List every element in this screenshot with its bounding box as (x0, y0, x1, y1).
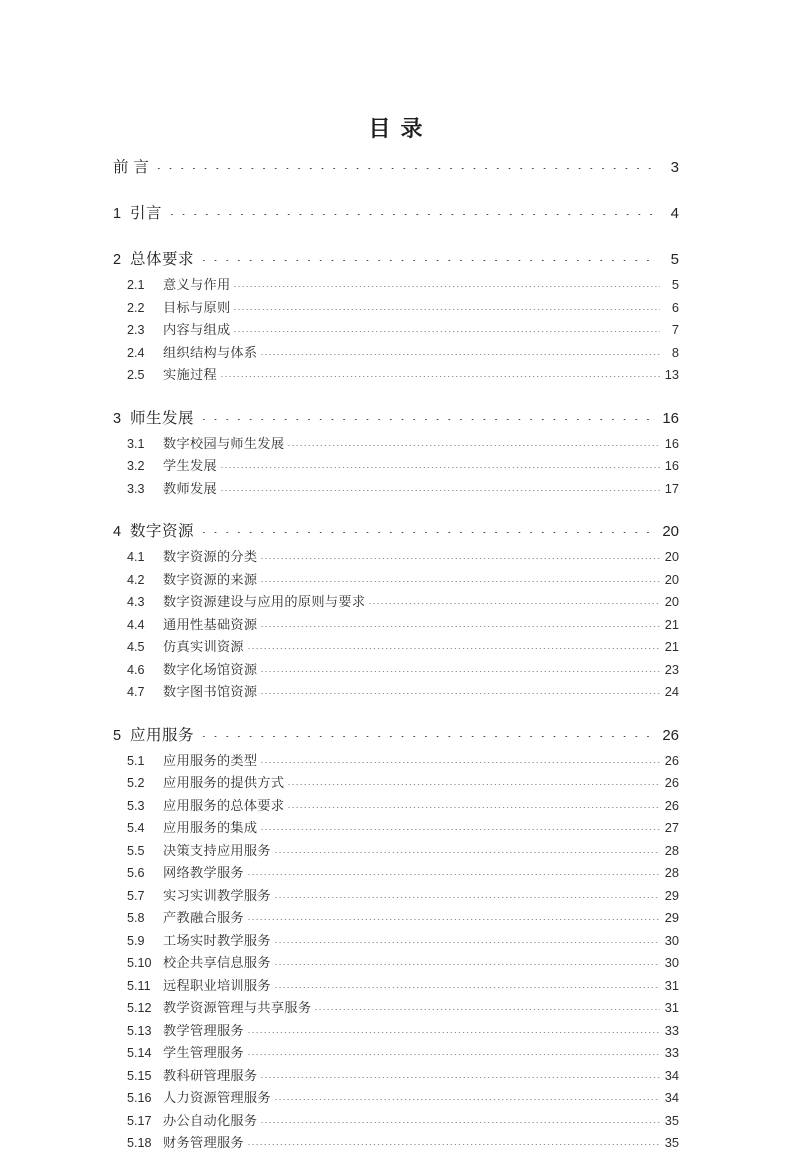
toc-entry-number: 4 (113, 524, 122, 540)
toc-entry-page-number: 33 (664, 1022, 679, 1038)
toc-entry-page-number: 35 (664, 1112, 679, 1128)
toc-entry-page-number: 7 (671, 322, 679, 337)
toc-entry[interactable] (113, 297, 679, 320)
toc-entry-page-number: 26 (664, 775, 679, 790)
toc-entry[interactable] (113, 862, 679, 885)
toc-entry[interactable] (113, 1087, 679, 1110)
toc-entry-page-number: 20 (664, 594, 679, 609)
toc-entry-label: 应用服务的提供方式 (163, 775, 285, 790)
toc-entry-number: 2.1 (127, 278, 145, 292)
toc-entry[interactable] (113, 817, 679, 840)
toc-entry-label: 校企共享信息服务 (163, 955, 271, 970)
dot-leader (260, 1077, 660, 1078)
toc-entry-number: 4.2 (127, 572, 145, 587)
toc-entry-label: 应用服务 (130, 726, 195, 744)
toc-entry-label: 产教融合服务 (163, 910, 244, 925)
toc-entry-number: 5.6 (127, 866, 145, 880)
toc-entry-number: 5.15 (127, 1068, 152, 1083)
toc-entry-number: 5.5 (127, 843, 145, 858)
toc-entry-number: 4.1 (127, 550, 145, 564)
toc-entry-label: 教师发展 (163, 480, 217, 496)
toc-entry-number: 5.2 (127, 776, 145, 790)
dot-leader (260, 354, 660, 355)
toc-entry-label: 意义与作用 (163, 277, 231, 292)
dot-leader (247, 1032, 660, 1033)
toc-entry-number: 5.14 (127, 1046, 152, 1060)
toc-entry-page-number: 20 (664, 571, 679, 587)
toc-entry-number: 5.1 (127, 753, 145, 768)
section-gap (113, 704, 679, 714)
toc-entry-page-number: 4 (670, 205, 679, 222)
toc-entry-page-number: 26 (664, 752, 679, 768)
toc-entry-label: 教学管理服务 (163, 1022, 244, 1038)
toc-entry-page-number: 28 (664, 865, 679, 880)
toc-entry[interactable] (113, 1020, 679, 1043)
toc-entry-page-number: 21 (664, 616, 679, 632)
dot-leader (274, 897, 660, 898)
toc-entry-page-number: 34 (664, 1067, 679, 1083)
toc-entry[interactable] (113, 433, 679, 456)
toc-entry[interactable] (113, 478, 679, 501)
toc-entry-label: 数字图书馆资源 (163, 684, 258, 699)
toc-entry-number: 5.18 (127, 1136, 152, 1150)
toc-entry-number: 4.6 (127, 662, 145, 677)
dot-leader (153, 168, 653, 169)
toc-entry-label: 教学资源管理与共享服务 (163, 1000, 312, 1015)
dot-leader (247, 919, 660, 920)
toc-entry[interactable] (113, 681, 679, 704)
toc-entry[interactable] (113, 723, 679, 750)
toc-entry-page-number: 34 (664, 1090, 679, 1105)
toc-entry[interactable] (113, 406, 679, 433)
toc-entry-page-number: 5 (671, 277, 679, 292)
toc-entry-number: 5.4 (127, 821, 145, 835)
dot-leader (260, 671, 660, 672)
toc-entry-page-number: 26 (664, 797, 679, 813)
section-gap (113, 228, 679, 238)
page-title: 目 录 (368, 116, 425, 141)
dot-leader (198, 532, 653, 533)
dot-leader (274, 1099, 660, 1100)
toc-entry-label: 实施过程 (163, 367, 217, 382)
section-gap (113, 387, 679, 397)
toc-entry-label: 内容与组成 (163, 322, 231, 337)
toc-entry-number: 5.17 (127, 1113, 152, 1128)
toc-entry-number: 5.3 (127, 798, 145, 813)
toc-entry-page-number: 13 (664, 367, 679, 382)
toc-entry-page-number: 8 (671, 344, 679, 360)
toc-entry[interactable] (113, 1110, 679, 1133)
toc-entry-label: 组织结构与体系 (163, 344, 258, 360)
toc-entry[interactable] (113, 1042, 679, 1065)
toc-entry-label: 数字校园与师生发展 (163, 435, 285, 451)
toc-entry[interactable] (113, 364, 679, 387)
toc-entry-number: 4.4 (127, 617, 145, 632)
toc-entry-number: 2 (113, 252, 122, 268)
toc-entry-label: 学生发展 (163, 458, 217, 473)
toc-entry-number: 2.5 (127, 368, 145, 382)
dot-leader (260, 581, 660, 582)
dot-leader (198, 736, 653, 737)
toc-entry-label: 财务管理服务 (163, 1135, 244, 1150)
toc-entry[interactable] (113, 659, 679, 682)
dot-leader (247, 1054, 660, 1055)
toc-entry-number: 4.7 (127, 685, 145, 699)
toc-entry[interactable] (113, 155, 679, 182)
toc-entry-page-number: 30 (664, 955, 679, 970)
dot-leader (233, 286, 660, 287)
dot-leader (233, 309, 660, 310)
toc-entry[interactable] (113, 1132, 679, 1155)
toc-entry-number: 3.1 (127, 436, 145, 451)
toc-entry-label: 前 言 (113, 159, 150, 176)
toc-entry[interactable] (113, 342, 679, 365)
dot-leader (247, 874, 660, 875)
toc-entry-page-number: 16 (664, 435, 679, 451)
toc-entry-page-number: 17 (664, 480, 679, 496)
toc-entry-number: 1 (113, 206, 122, 222)
toc-entry-page-number: 29 (664, 910, 679, 925)
dot-leader (198, 260, 653, 261)
toc-entry[interactable] (113, 907, 679, 930)
dot-leader (260, 762, 660, 763)
toc-entry-label: 数字资源的来源 (163, 571, 258, 587)
toc-entry-page-number: 6 (671, 299, 679, 315)
toc-entry-label: 数字资源的分类 (163, 549, 258, 564)
toc-entry-page-number: 20 (662, 523, 679, 540)
dot-leader (220, 467, 660, 468)
toc-entry-label: 人力资源管理服务 (163, 1090, 271, 1105)
toc-entry-number: 5.10 (127, 956, 152, 970)
toc-entry-label: 决策支持应用服务 (163, 842, 271, 858)
dot-leader (274, 852, 660, 853)
dot-leader (247, 648, 660, 649)
toc-entry-number: 3 (113, 410, 122, 427)
toc-entry[interactable] (113, 201, 679, 228)
dot-leader (233, 331, 660, 332)
toc-entry[interactable] (113, 546, 679, 569)
dot-leader (274, 964, 660, 965)
toc-entry-number: 5.9 (127, 933, 145, 948)
toc-entry-number: 2.2 (127, 300, 145, 315)
toc-entry-label: 引言 (130, 205, 163, 222)
toc-entry[interactable] (113, 772, 679, 795)
toc-entry[interactable] (113, 455, 679, 478)
toc-entry-number: 2.4 (127, 345, 145, 360)
toc-entry-number: 5.8 (127, 911, 145, 925)
dot-leader (198, 419, 653, 420)
toc-entry[interactable] (113, 247, 679, 274)
toc-entry-page-number: 29 (664, 887, 679, 903)
dot-leader (287, 445, 660, 446)
dot-leader (166, 214, 653, 215)
toc-entry-page-number: 20 (664, 549, 679, 564)
toc-entry-number: 4.3 (127, 595, 145, 609)
toc-entry-label: 工场实时教学服务 (163, 932, 271, 948)
dot-leader (247, 1144, 660, 1145)
toc-entry-label: 学生管理服务 (163, 1045, 244, 1060)
toc-entry[interactable] (113, 795, 679, 818)
toc-entry-number: 5.13 (127, 1023, 152, 1038)
toc-entry-page-number: 31 (664, 1000, 679, 1015)
toc-entry-page-number: 5 (670, 251, 679, 268)
dot-leader (287, 807, 660, 808)
toc-entry-number: 3.2 (127, 459, 145, 473)
toc-entry-page-number: 3 (670, 159, 679, 176)
toc-entry-page-number: 35 (664, 1135, 679, 1150)
toc-entry[interactable] (113, 930, 679, 953)
toc-entry[interactable] (113, 274, 679, 297)
toc-entry-number: 2.3 (127, 323, 145, 337)
toc-entry-page-number: 16 (662, 409, 679, 427)
toc-entry[interactable] (113, 636, 679, 659)
toc-entry-page-number: 27 (664, 820, 679, 835)
dot-leader (220, 490, 660, 491)
toc-entry-page-number: 24 (664, 684, 679, 699)
toc-entry-label: 网络教学服务 (163, 865, 244, 880)
dot-leader (287, 784, 660, 785)
toc-entry-label: 数字资源建设与应用的原则与要求 (163, 594, 366, 609)
toc-entry-label: 应用服务的集成 (163, 820, 258, 835)
toc-entry[interactable] (113, 840, 679, 863)
toc-entry-page-number: 28 (664, 842, 679, 858)
toc-entry-label: 应用服务的类型 (163, 752, 258, 768)
table-of-contents (113, 155, 679, 1155)
dot-leader (260, 829, 660, 830)
toc-entry-label: 远程职业培训服务 (163, 977, 271, 993)
toc-entry[interactable] (113, 614, 679, 637)
toc-entry[interactable] (113, 952, 679, 975)
toc-entry[interactable] (113, 750, 679, 773)
dot-leader (274, 987, 660, 988)
toc-entry-number: 3.3 (127, 481, 145, 496)
dot-leader (260, 558, 660, 559)
toc-entry-label: 应用服务的总体要求 (163, 797, 285, 813)
toc-entry[interactable] (113, 591, 679, 614)
toc-entry-number: 5.7 (127, 888, 145, 903)
toc-entry[interactable] (113, 997, 679, 1020)
toc-entry-label: 总体要求 (130, 251, 195, 268)
toc-entry[interactable] (113, 1065, 679, 1088)
toc-entry-number: 5.11 (127, 978, 151, 993)
toc-entry-page-number: 21 (664, 639, 679, 654)
toc-entry-page-number: 23 (664, 661, 679, 677)
toc-entry-label: 数字资源 (130, 523, 195, 540)
toc-entry-label: 仿真实训资源 (163, 639, 244, 654)
toc-entry[interactable] (113, 519, 679, 546)
toc-entry-page-number: 30 (664, 932, 679, 948)
section-gap (113, 500, 679, 510)
toc-entry-label: 通用性基础资源 (163, 616, 258, 632)
toc-entry-page-number: 26 (662, 726, 679, 744)
toc-entry-number: 5 (113, 727, 122, 744)
toc-entry-page-number: 16 (664, 458, 679, 473)
dot-leader (220, 376, 660, 377)
toc-entry-page-number: 31 (664, 977, 679, 993)
dot-leader (260, 693, 660, 694)
toc-entry-number: 5.16 (127, 1091, 152, 1105)
dot-leader (314, 1009, 660, 1010)
toc-entry-label: 办公自动化服务 (163, 1112, 258, 1128)
toc-entry[interactable] (113, 975, 679, 998)
toc-entry[interactable] (113, 569, 679, 592)
toc-entry-label: 实习实训教学服务 (163, 887, 271, 903)
dot-leader (260, 626, 660, 627)
dot-leader (274, 942, 660, 943)
toc-entry[interactable] (113, 885, 679, 908)
toc-entry-label: 数字化场馆资源 (163, 661, 258, 677)
dot-leader (368, 603, 660, 604)
toc-entry-page-number: 33 (664, 1045, 679, 1060)
toc-entry-label: 目标与原则 (163, 299, 231, 315)
toc-entry-number: 4.5 (127, 640, 145, 654)
toc-entry[interactable] (113, 319, 679, 342)
section-gap (113, 182, 679, 192)
toc-entry-number: 5.12 (127, 1001, 152, 1015)
toc-entry-label: 教科研管理服务 (163, 1067, 258, 1083)
toc-entry-label: 师生发展 (130, 409, 195, 427)
